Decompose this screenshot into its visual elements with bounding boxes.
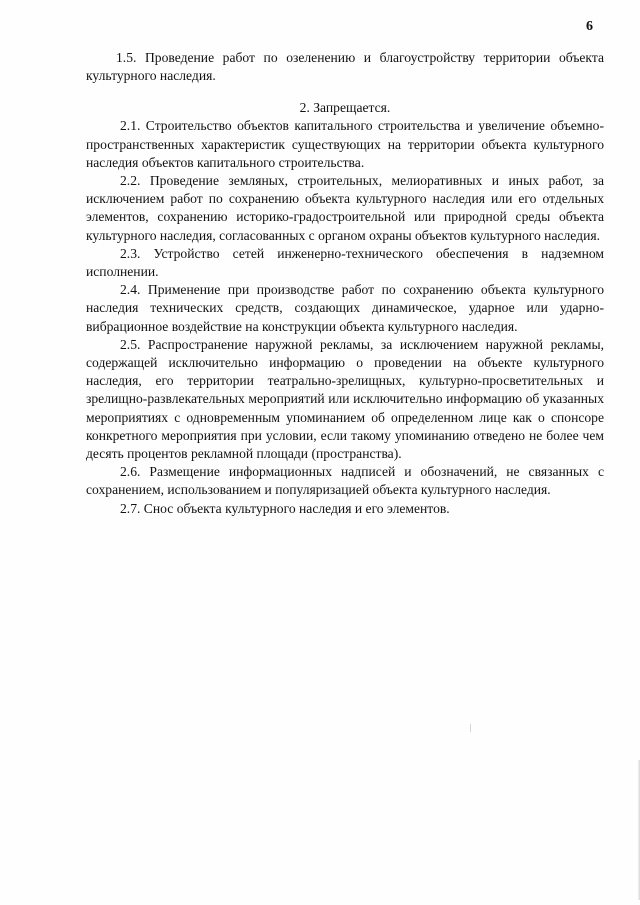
paragraph-2-2: 2.2. Проведение земляных, строительных, мелиоративных и иных работ, за исключением работ по сохранению объекта культурного наследия или его отдельных элементов, сохранению историко-градостроительной или природной среды объекта культурного наследия, согласованных с органом охраны объектов культурного наследия. [86,173,604,243]
paragraph-2-1: 2.1. Строительство объектов капитального строительства и увеличение объемно-пространственных характеристик существующих на территории объекта культурного наследия объектов капитального строительства. [86,118,604,170]
document-body [86,49,604,518]
paragraph-2-4: 2.4. Применение при производстве работ по сохранению объекта культурного наследия технических средств, создающих динамическое, ударное или ударно-вибрационное воздействие на конструкции объекта культурного наследия. [86,282,604,334]
paragraph-1-5: 1.5. Проведение работ по озеленению и благоустройству территории объекта культурного наследия. [86,50,604,84]
page-number: 6 [586,19,593,34]
paragraph-2-3: 2.3. Устройство сетей инженерно-технического обеспечения в надземном исполнении. [86,245,604,280]
section-heading: 2. Запрещается. [299,100,391,116]
paragraph-2-6: 2.6. Размещение информационных надписей и обозначений, не связанных с сохранением, использованием и популяризацией объекта культурного наследия. [86,464,604,498]
paragraph-2-5: 2.5. Распространение наружной рекламы, за исключением наружной рекламы, содержащей исключительно информацию о проведении на объекте культурного наследия, его территории театрально-зрелищных, культурно-просветительных и зрелищно-развлекательных мероприятий или исключительно информацию об указанных мероприятиях с одновременным упоминанием об определенном лице как о спонсоре конкретного мероприятия при условии, если такому упоминанию отведено не более чем десять процентов рекламной площади (пространства). [86,336,604,462]
paragraph-2-7: 2.7. Снос объекта культурного наследия и его элементов. [120,500,450,516]
scan-artifact-dot [470,724,471,732]
